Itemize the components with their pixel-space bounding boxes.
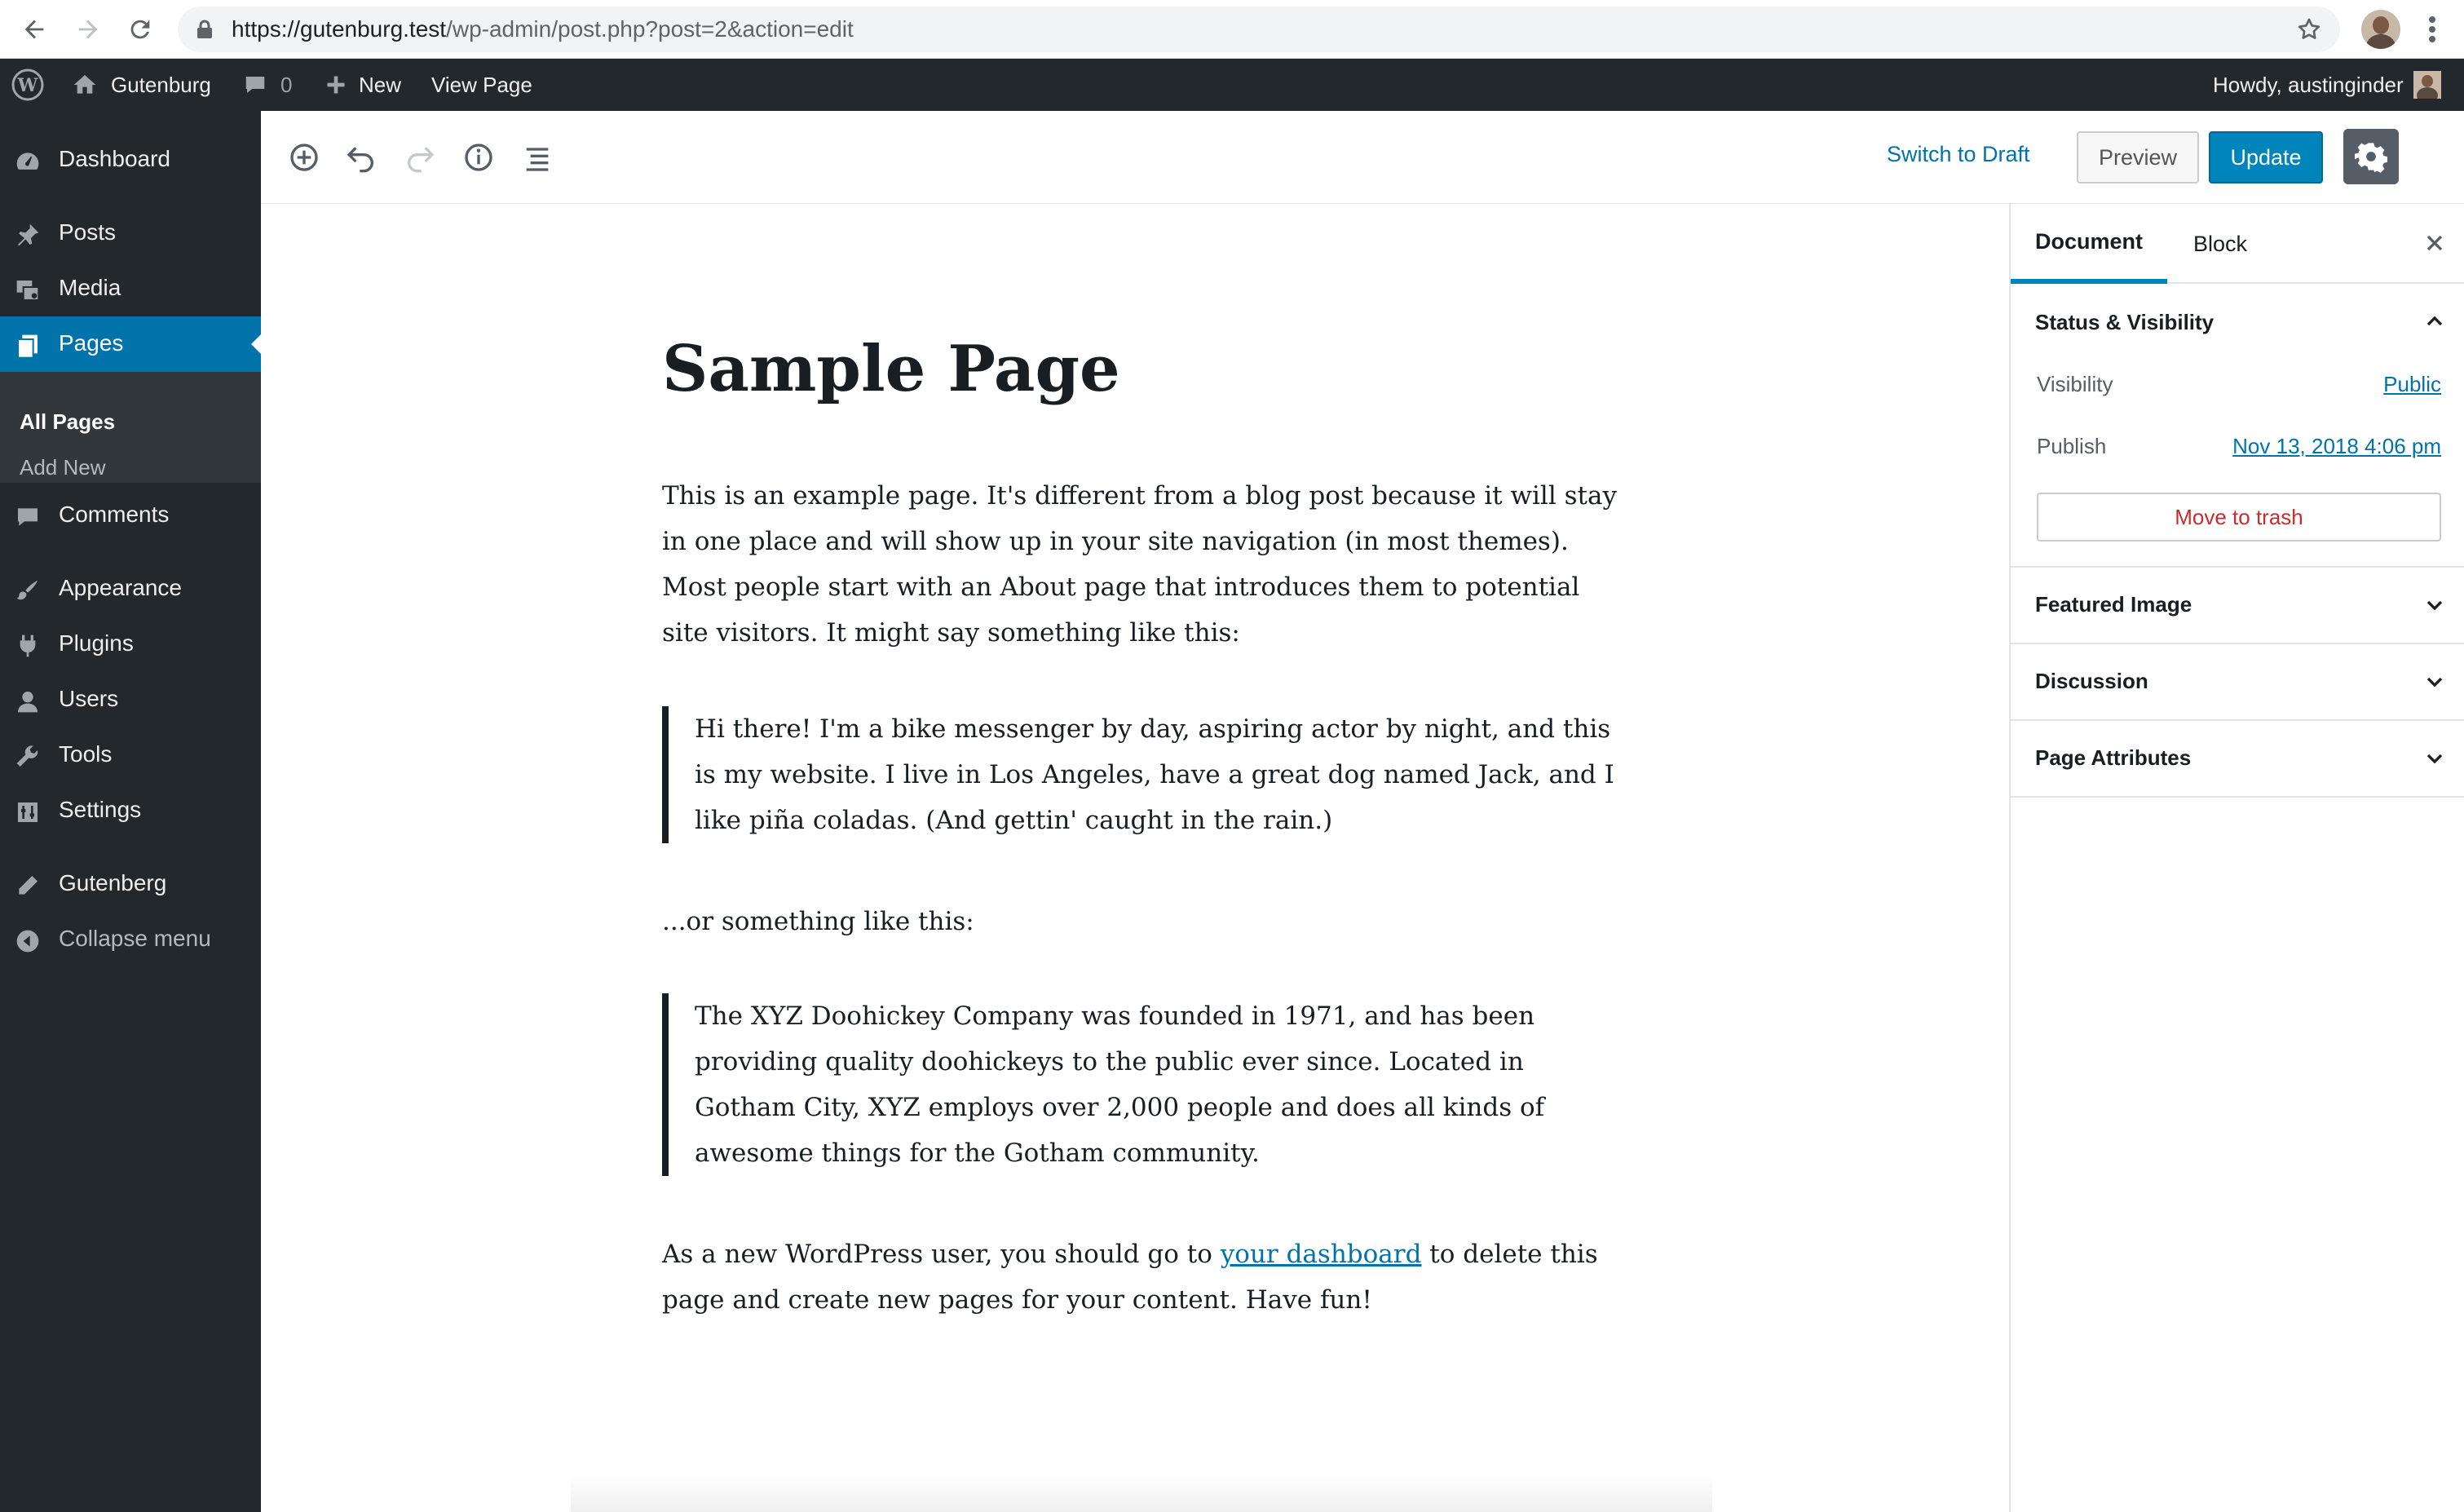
sidebar-item-label: Tools bbox=[59, 741, 113, 767]
sidebar-item-label: Posts bbox=[59, 219, 117, 245]
comment-bubble-icon bbox=[243, 73, 267, 97]
sidebar-item-label: Plugins bbox=[59, 630, 134, 656]
back-arrow-icon bbox=[20, 15, 48, 43]
svg-text:W: W bbox=[17, 75, 38, 96]
sidebar-item-gutenberg[interactable] bbox=[0, 856, 261, 912]
submenu-all-pages[interactable]: All Pages bbox=[20, 409, 116, 434]
paragraph-text: As a new WordPress user, you should go to bbox=[662, 1240, 1221, 1269]
browser-toolbar bbox=[0, 0, 2464, 59]
post-title[interactable]: Sample Page bbox=[662, 332, 1120, 406]
content-info-button[interactable] bbox=[460, 139, 497, 176]
sidebar-item-label: Users bbox=[59, 686, 119, 711]
settings-sidebar bbox=[2009, 204, 2464, 1512]
url-path: /wp-admin/post.php?post=2&action=edit bbox=[446, 16, 854, 42]
paragraph-block[interactable]: ...or something like this: bbox=[662, 907, 974, 936]
dashboard-icon bbox=[15, 148, 41, 175]
sidebar-item-label: Settings bbox=[59, 797, 142, 822]
paragraph-block[interactable]: This is an example page. It's different from a blog post because it will stay in one place and will show up in your site navigation (in most themes). Most people start with an About page that introduces them to potential site visitors. It might say something like this: bbox=[662, 481, 1617, 648]
sidebar-item-users[interactable] bbox=[0, 672, 261, 727]
sidebar-collapse-menu[interactable] bbox=[0, 912, 261, 967]
edit-icon bbox=[15, 873, 41, 899]
plus-icon bbox=[325, 73, 347, 96]
sidebar-item-tools[interactable] bbox=[0, 727, 261, 783]
site-name-link[interactable] bbox=[72, 59, 211, 111]
publish-date-toggle[interactable]: Nov 13, 2018 4:06 pm bbox=[2232, 434, 2441, 458]
redo-button[interactable] bbox=[401, 139, 439, 176]
add-circle-icon bbox=[288, 141, 320, 174]
publish-label: Publish bbox=[2037, 434, 2107, 458]
bookmark-star-icon[interactable] bbox=[2296, 16, 2322, 42]
back-button[interactable] bbox=[16, 11, 52, 47]
panel-title: Page Attributes bbox=[2035, 745, 2192, 770]
paragraph-block[interactable] bbox=[662, 1231, 1624, 1323]
pages-submenu bbox=[0, 372, 261, 483]
profile-avatar-icon[interactable] bbox=[2361, 10, 2400, 49]
url-text bbox=[232, 16, 854, 42]
user-icon bbox=[15, 688, 41, 714]
undo-button[interactable] bbox=[342, 139, 380, 176]
howdy-text: Howdy, austinginder bbox=[2213, 72, 2404, 97]
sidebar-item-dashboard[interactable] bbox=[0, 132, 261, 188]
editor-header bbox=[261, 111, 2464, 204]
comment-icon bbox=[15, 504, 41, 530]
sidebar-item-posts[interactable] bbox=[0, 206, 261, 261]
sidebar-item-appearance[interactable] bbox=[0, 561, 261, 617]
home-icon bbox=[72, 72, 98, 98]
brush-icon bbox=[15, 577, 41, 603]
pages-icon bbox=[15, 333, 41, 359]
wrench-icon bbox=[15, 744, 41, 770]
sidebar-item-label: Dashboard bbox=[59, 146, 170, 171]
panel-title[interactable]: Status & Visibility bbox=[2035, 310, 2215, 334]
wp-admin-bar bbox=[0, 59, 2464, 111]
url-host: https://gutenburg.test bbox=[232, 16, 447, 42]
redo-icon bbox=[404, 141, 436, 174]
sidebar-item-label: Collapse menu bbox=[59, 926, 211, 951]
status-visibility-panel bbox=[2011, 284, 2464, 568]
browser-menu-icon[interactable] bbox=[2420, 11, 2444, 47]
dashboard-link[interactable]: your dashboard bbox=[1220, 1240, 1422, 1269]
plugin-icon bbox=[15, 633, 41, 659]
sidebar-item-label: Gutenberg bbox=[59, 870, 167, 895]
visibility-label: Visibility bbox=[2037, 372, 2113, 396]
update-button[interactable]: Update bbox=[2209, 131, 2323, 183]
undo-icon bbox=[345, 141, 378, 174]
add-block-button[interactable] bbox=[285, 139, 323, 176]
sidebar-item-media[interactable] bbox=[0, 261, 261, 316]
my-account-link[interactable] bbox=[2213, 59, 2441, 111]
paragraph-text: to delete this page and create new pages for your content. Have fun! bbox=[662, 1240, 1598, 1315]
admin-sidebar bbox=[0, 111, 261, 1512]
list-icon bbox=[521, 141, 554, 174]
tab-block[interactable]: Block bbox=[2193, 231, 2248, 256]
sidebar-item-comments[interactable] bbox=[0, 488, 261, 543]
chevron-down-icon bbox=[2422, 592, 2448, 618]
view-page-link[interactable] bbox=[431, 59, 532, 111]
sidebar-tabs bbox=[2011, 204, 2464, 284]
gear-icon bbox=[2355, 140, 2387, 173]
chevron-up-icon[interactable] bbox=[2422, 308, 2448, 334]
sidebar-item-settings[interactable] bbox=[0, 783, 261, 838]
reload-icon bbox=[126, 15, 154, 43]
new-content-link[interactable] bbox=[325, 59, 401, 111]
info-icon bbox=[462, 141, 495, 174]
block-navigation-button[interactable] bbox=[519, 139, 556, 176]
close-icon[interactable] bbox=[2422, 230, 2448, 256]
sidebar-item-label: Pages bbox=[59, 330, 124, 356]
account-avatar-icon bbox=[2413, 71, 2441, 99]
switch-to-draft-button[interactable]: Switch to Draft bbox=[1887, 142, 2030, 166]
panel-title: Featured Image bbox=[2035, 592, 2192, 617]
tab-document[interactable]: Document bbox=[2011, 204, 2167, 284]
chevron-down-icon bbox=[2422, 745, 2448, 771]
quote-block[interactable]: Hi there! I'm a bike messenger by day, aspiring actor by night, and this is my website. I live in Los Angeles, have a great dog named Jack, and I like piña coladas. (And gettin' caught in the rain.) bbox=[662, 706, 1624, 843]
sidebar-item-label: Comments bbox=[59, 502, 170, 527]
submenu-add-new[interactable]: Add New bbox=[20, 455, 106, 480]
quote-block[interactable]: The XYZ Doohickey Company was founded in 1971, and has been providing quality doohickeys to the public ever since. Located in Gotham City, XYZ employs over 2,000 people and does all kinds of awesome things for the Gotham community. bbox=[662, 993, 1624, 1176]
preview-button[interactable]: Preview bbox=[2077, 131, 2199, 183]
visibility-toggle[interactable]: Public bbox=[2383, 372, 2441, 396]
address-bar[interactable] bbox=[178, 7, 2340, 52]
sidebar-item-pages[interactable] bbox=[0, 316, 261, 372]
wordpress-logo-icon bbox=[11, 69, 44, 101]
comments-count: 0 bbox=[280, 72, 293, 97]
move-to-trash-button[interactable]: Move to trash bbox=[2037, 493, 2441, 542]
settings-icon bbox=[15, 799, 41, 825]
canvas-bottom-shadow bbox=[571, 1473, 1712, 1512]
comments-link[interactable] bbox=[243, 59, 292, 111]
panel-title: Discussion bbox=[2035, 669, 2148, 693]
new-label: New bbox=[359, 72, 402, 97]
featured-image-panel[interactable] bbox=[2011, 568, 2464, 644]
chevron-down-icon bbox=[2422, 669, 2448, 695]
sidebar-item-label: Media bbox=[59, 275, 121, 300]
reload-button[interactable] bbox=[122, 11, 158, 47]
view-page-label: View Page bbox=[431, 72, 532, 97]
editor-canvas bbox=[261, 204, 2009, 1512]
forward-arrow-icon bbox=[74, 15, 102, 43]
collapse-icon bbox=[15, 928, 41, 954]
settings-toggle-button[interactable] bbox=[2343, 129, 2399, 184]
page-attributes-panel[interactable] bbox=[2011, 721, 2464, 798]
site-name: Gutenburg bbox=[111, 72, 211, 97]
pin-icon bbox=[15, 222, 41, 248]
sidebar-item-label: Appearance bbox=[59, 575, 183, 600]
wordpress-logo-button[interactable] bbox=[11, 59, 44, 111]
sidebar-item-plugins[interactable] bbox=[0, 617, 261, 672]
forward-button[interactable] bbox=[70, 11, 106, 47]
media-icon bbox=[15, 277, 41, 303]
discussion-panel[interactable] bbox=[2011, 644, 2464, 721]
lock-icon bbox=[196, 20, 214, 39]
